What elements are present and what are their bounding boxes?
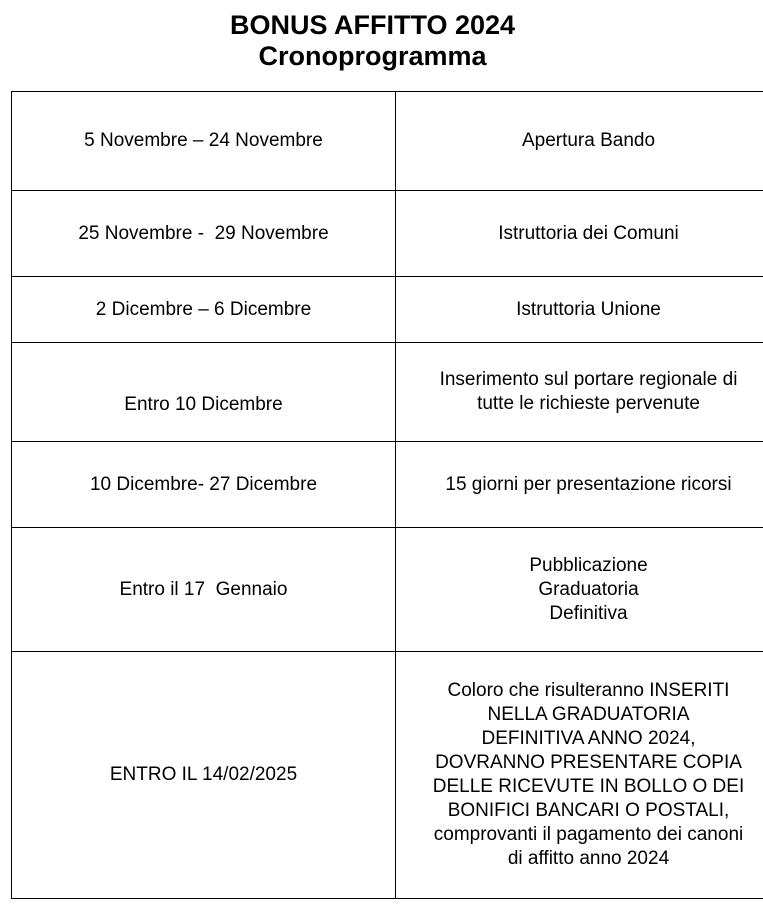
period-cell <box>12 343 396 442</box>
activity-line: Istruttoria Unione <box>516 298 661 320</box>
activity-cell <box>396 343 763 442</box>
period-cell <box>12 652 396 899</box>
period-cell <box>12 528 396 652</box>
document-title: BONUS AFFITTO 2024 <box>229 10 516 40</box>
period-text: Entro il 17 Gennaio <box>119 578 288 600</box>
activity-line: BONIFICI BANCARI O POSTALI, <box>447 800 730 821</box>
period-text: 10 Dicembre- 27 Dicembre <box>89 473 318 495</box>
activity-cell <box>396 652 763 899</box>
period-cell <box>12 191 396 277</box>
period-text: 5 Novembre – 24 Novembre <box>84 130 323 151</box>
schedule-table <box>11 91 763 899</box>
table-row <box>12 652 763 899</box>
table-row <box>12 343 763 442</box>
activity-line: Pubblicazione <box>529 554 648 576</box>
activity-line: di affitto anno 2024 <box>507 848 670 869</box>
activity-line: 15 giorni per presentazione ricorsi <box>445 473 732 495</box>
period-text: 25 Novembre - 29 Novembre <box>78 222 329 244</box>
activity-line: Inserimento sul portare regionale di <box>439 369 738 390</box>
period-cell <box>12 277 396 343</box>
activity-line: Apertura Bando <box>521 130 656 151</box>
activity-cell <box>396 277 763 343</box>
activity-line: tutte le richieste pervenute <box>477 393 700 414</box>
activity-line: Graduatoria <box>538 578 639 600</box>
table-row <box>12 92 763 191</box>
activity-line: DEFINITIVA ANNO 2024, <box>481 728 696 749</box>
period-text: ENTRO IL 14/02/2025 <box>109 764 298 785</box>
document-header <box>0 10 745 72</box>
period-text: Entro 10 Dicembre <box>124 394 283 415</box>
activity-line: DOVRANNO PRESENTARE COPIA <box>435 752 742 773</box>
activity-line: Definitiva <box>549 602 628 624</box>
period-text: 2 Dicembre – 6 Dicembre <box>95 298 312 320</box>
activity-line: NELLA GRADUATORIA <box>487 704 690 725</box>
table-row <box>12 528 763 652</box>
activity-cell <box>396 442 763 528</box>
period-cell <box>12 442 396 528</box>
table-row <box>12 277 763 343</box>
activity-line: DELLE RICEVUTE IN BOLLO O DEI <box>432 776 745 797</box>
activity-cell <box>396 92 763 191</box>
table-row <box>12 442 763 528</box>
activity-line: comprovanti il pagamento dei canoni <box>433 824 744 845</box>
activity-line: Coloro che risulteranno INSERITI <box>447 680 730 701</box>
activity-line: Istruttoria dei Comuni <box>498 222 679 244</box>
document-subtitle: Cronoprogramma <box>258 41 487 71</box>
activity-cell <box>396 191 763 277</box>
period-cell <box>12 92 396 191</box>
table-row <box>12 191 763 277</box>
activity-cell <box>396 528 763 652</box>
